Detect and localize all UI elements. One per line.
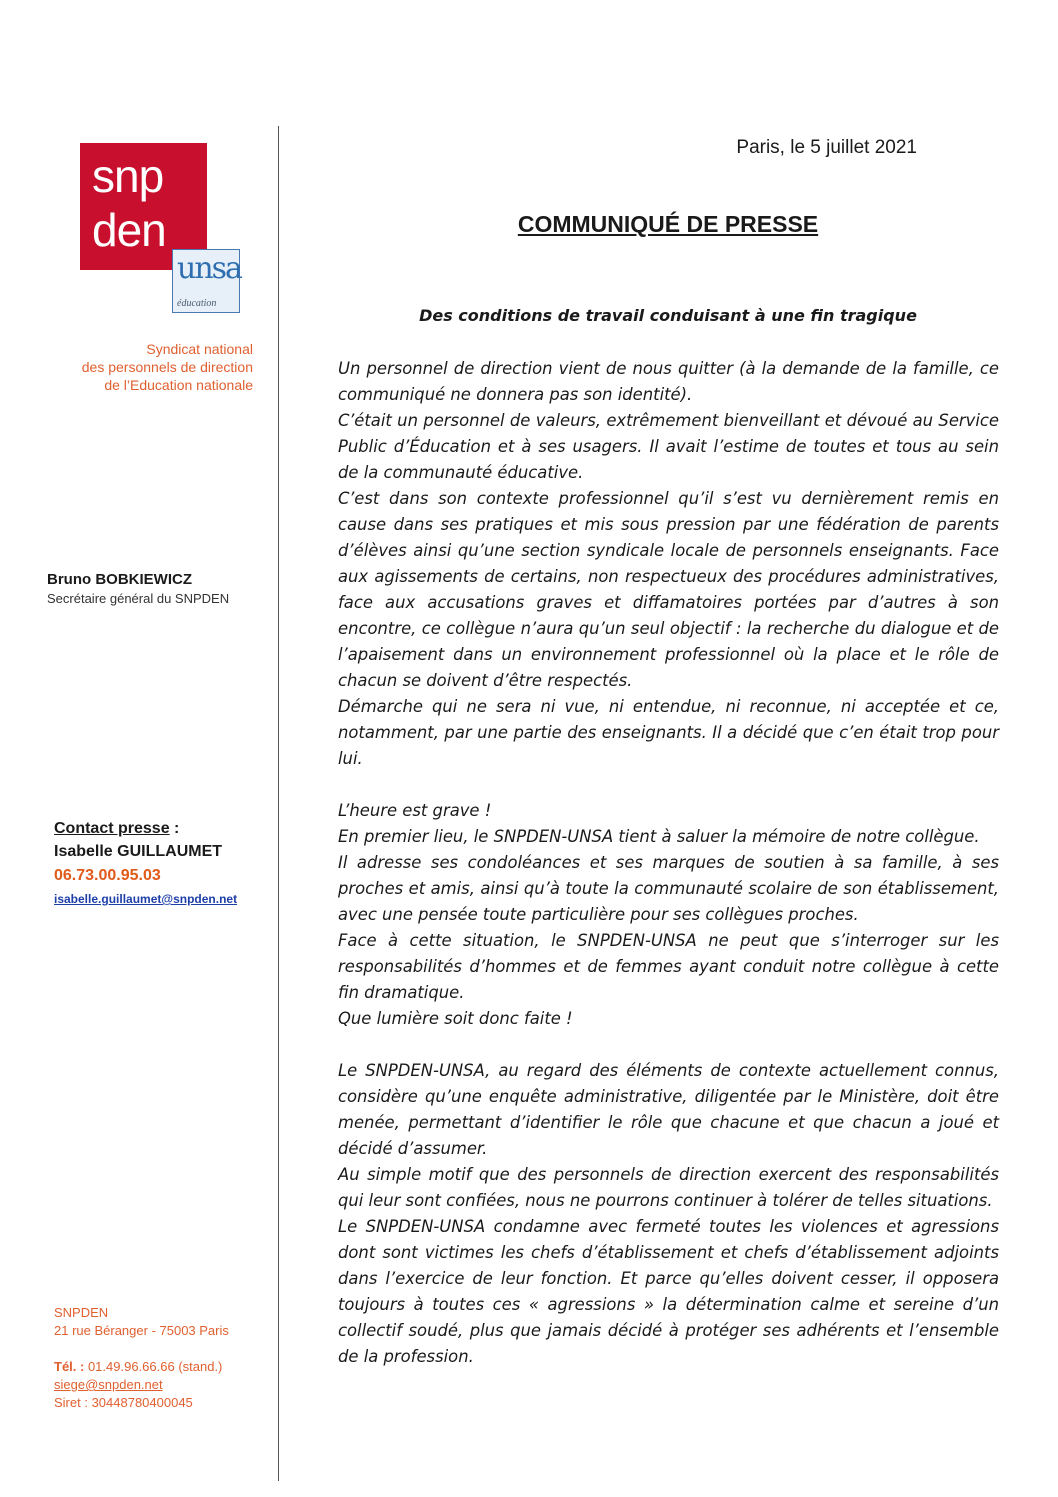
body-paragraph: Au simple motif que des personnels de direction exercent des responsabilités qui leur sont confiées, nous ne pourrons continuer à tolérer de telles situations. — [338, 1165, 999, 1210]
telephone-label: Tél. : — [54, 1359, 85, 1374]
address-street: 21 rue Béranger - 75003 Paris — [54, 1323, 229, 1338]
postal-address-block — [54, 1304, 229, 1412]
org-line: Syndicat national — [146, 341, 253, 357]
press-contact-label-colon: : — [169, 820, 180, 837]
address-email-link[interactable]: siege@snpden.net — [54, 1377, 163, 1392]
secretary-general-role: Secrétaire général du SNPDEN — [47, 591, 230, 606]
body-paragraph: Un personnel de direction vient de nous quitter (à la demande de la famille, ce communiqué ne donnera pas son identité). — [338, 359, 999, 404]
body-paragraph: Que lumière soit donc faite ! — [338, 1009, 573, 1028]
body-paragraph: Le SNPDEN-UNSA condamne avec fermeté toutes les violences et agressions dont sont victimes les chefs d’établissement et chefs d’établissement adjoints dans l’exercice de leur fonction. Et parce qu’elles doivent cesser, il opposera toujours à toutes ces « agressions » la détermination calme et sereine d’un collectif soudé, plus que jamais décidé à protéger ses adhérents et l’ensemble de la profession. — [338, 1217, 999, 1366]
body-paragraph: Il adresse ses condoléances et ses marques de soutien à sa famille, à ses proches et amis, ainsi qu’à toute la communauté scolaire de son établissement, avec une pensée toute particulière pour ses collègues proches. — [338, 853, 999, 924]
org-line: des personnels de direction — [81, 359, 253, 375]
body-paragraph: C’était un personnel de valeurs, extrêmement bienveillant et dévoué au Service Public d’Éducation et à ses usagers. Il avait l’estime de toutes et tous au sein de la communauté éducative. — [338, 411, 999, 482]
telephone-value: 01.49.96.66.66 (stand.) — [84, 1359, 223, 1374]
address-spacer — [54, 1340, 229, 1358]
body-paragraph: En premier lieu, le SNPDEN-UNSA tient à saluer la mémoire de notre collègue. — [338, 827, 980, 846]
secretary-general-name: Bruno BOBKIEWICZ — [47, 571, 192, 588]
snpden-logo — [80, 143, 240, 310]
body-paragraph: Le SNPDEN-UNSA, au regard des éléments de contexte actuellement connus, considère qu’une enquête administrative, diligentée par le Ministère, doit être menée, permettant d’identifier le rôle que chacune et que chacun a joué et décidé d’assumer. — [338, 1061, 999, 1158]
unsa-education-logo — [172, 249, 240, 313]
body-paragraph: Face à cette situation, le SNPDEN-UNSA ne peut que s’interroger sur les responsabilités d’hommes et de femmes ayant conduit notre collègue à cette fin dramatique. — [338, 931, 999, 1002]
address-siret: Siret : 30448780400045 — [54, 1395, 193, 1410]
press-release-body — [338, 356, 999, 1370]
paragraph-spacer — [338, 1032, 999, 1058]
document-date: Paris, le 5 juillet 2021 — [736, 137, 917, 158]
body-paragraph: L’heure est grave ! — [338, 801, 492, 820]
paragraph-spacer — [338, 772, 999, 798]
address-org: SNPDEN — [54, 1305, 109, 1320]
press-contact-label — [54, 818, 237, 840]
logo-text-snp: snp — [92, 150, 164, 202]
unsa-logo-subtext: éducation — [177, 298, 217, 309]
page-title: COMMUNIQUÉ DE PRESSE — [517, 211, 819, 237]
address-telephone — [54, 1358, 229, 1376]
sidebar-divider — [278, 126, 279, 1481]
body-paragraph: C’est dans son contexte professionnel qu’il s’est vu dernièrement remis en cause dans ses pratiques et mis sous pression par une fédération de parents d’élèves ainsi qu’une section syndicale locale de personnels enseignants. Face aux agissements de certains, non respectueux des procédures administratives, face aux accusations graves et diffamatoires portées par d’autres à son encontre, ce collègue n’aura qu’un seul objectif : la recherche du dialogue et de l’apaisement dans un environnement professionnel où la place et le rôle de chacun se doivent d’être respectés. — [338, 489, 999, 690]
press-contact-name: Isabelle GUILLAUMET — [54, 843, 223, 860]
press-contact-label-text: Contact presse — [54, 820, 170, 837]
logo-text-den: den — [92, 204, 166, 256]
press-contact-phone: 06.73.00.95.03 — [54, 867, 161, 884]
organization-description — [13, 340, 253, 394]
body-paragraph: Démarche qui ne sera ni vue, ni entendue, ni reconnue, ni acceptée et ce, notamment, par une partie des enseignants. Il a décidé que c’en était trop pour lui. — [338, 697, 999, 768]
press-contact-email-link[interactable]: isabelle.guillaumet@snpden.net — [54, 892, 238, 906]
unsa-logo-mark: unsa — [177, 251, 241, 286]
org-line: de l’Education nationale — [104, 377, 253, 393]
press-contact — [54, 818, 237, 910]
press-release-subtitle: Des conditions de travail conduisant à une fin tragique — [419, 306, 917, 325]
